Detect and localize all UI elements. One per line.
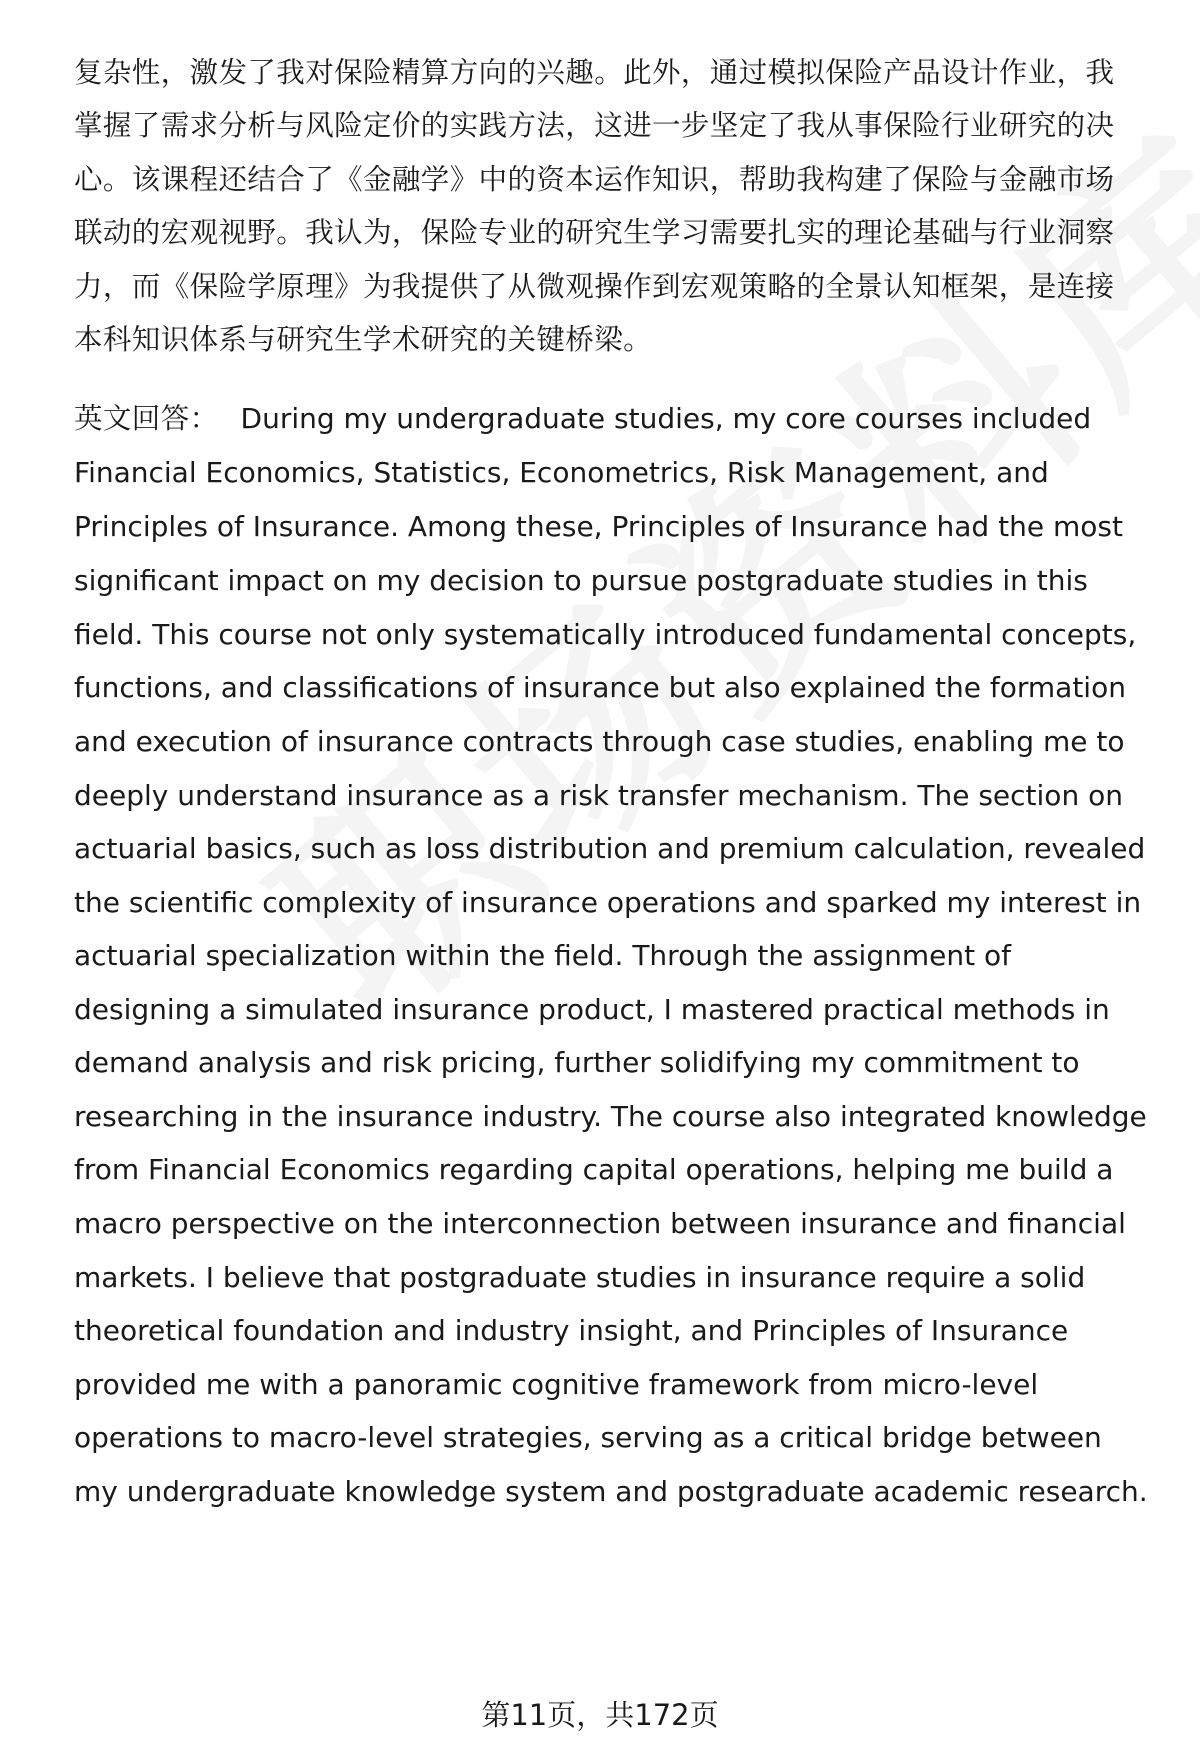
text-line: researching in the insurance industry. The course also integrated knowledge [74, 1100, 1147, 1133]
text-line: During my undergraduate studies, my core courses included [240, 402, 1092, 435]
text-line: macro perspective on the interconnection between insurance and financial [74, 1207, 1126, 1240]
answer-label: 英文回答： [74, 402, 219, 435]
text-line: 心。该课程还结合了《金融学》中的资本运作知识，帮助我构建了保险与金融市场 [74, 163, 1115, 196]
text-line: 力，而《保险学原理》为我提供了从微观操作到宏观策略的全景认知框架，是连接 [74, 270, 1115, 303]
text-line: demand analysis and risk pricing, further solidifying my commitment to [74, 1046, 1080, 1079]
text-line: the scientific complexity of insurance operations and sparked my interest in [74, 886, 1142, 919]
text-line: designing a simulated insurance product, I mastered practical methods in [74, 993, 1110, 1026]
text-line: Principles of Insurance. Among these, Principles of Insurance had the most [74, 510, 1123, 543]
text-line: 复杂性，激发了我对保险精算方向的兴趣。此外，通过模拟保险产品设计作业，我 [74, 56, 1115, 89]
text-line: and execution of insurance contracts through case studies, enabling me to [74, 725, 1125, 758]
text-line: Financial Economics, Statistics, Econometrics, Risk Management, and [74, 456, 1049, 489]
text-line: theoretical foundation and industry insight, and Principles of Insurance [74, 1314, 1069, 1347]
text-line: field. This course not only systematically introduced fundamental concepts, [74, 618, 1137, 651]
text-line: provided me with a panoramic cognitive framework from micro-level [74, 1368, 1039, 1401]
english-first-line [74, 401, 1091, 437]
text-line: 本科知识体系与研究生学术研究的关键桥梁。 [74, 323, 653, 356]
text-line: 掌握了需求分析与风险定价的实践方法，这进一步坚定了我从事保险行业研究的决 [74, 109, 1115, 142]
text-line: markets. I believe that postgraduate studies in insurance require a solid [74, 1261, 1086, 1294]
text-line: my undergraduate knowledge system and postgraduate academic research. [74, 1475, 1148, 1508]
text-line: 联动的宏观视野。我认为，保险专业的研究生学习需要扎实的理论基础与行业洞察 [74, 216, 1115, 249]
text-line: from Financial Economics regarding capital operations, helping me build a [74, 1153, 1114, 1186]
text-line: significant impact on my decision to pursue postgraduate studies in this [74, 564, 1088, 597]
text-line: deeply understand insurance as a risk transfer mechanism. The section on [74, 779, 1123, 812]
text-line: actuarial specialization within the field. Through the assignment of [74, 939, 1011, 972]
text-line: actuarial basics, such as loss distribution and premium calculation, revealed [74, 832, 1146, 865]
page-number: 第11页，共172页 [481, 1698, 719, 1732]
text-line: functions, and classifications of insurance but also explained the formation [74, 671, 1126, 704]
text-line: operations to macro-level strategies, serving as a critical bridge between [74, 1421, 1102, 1454]
